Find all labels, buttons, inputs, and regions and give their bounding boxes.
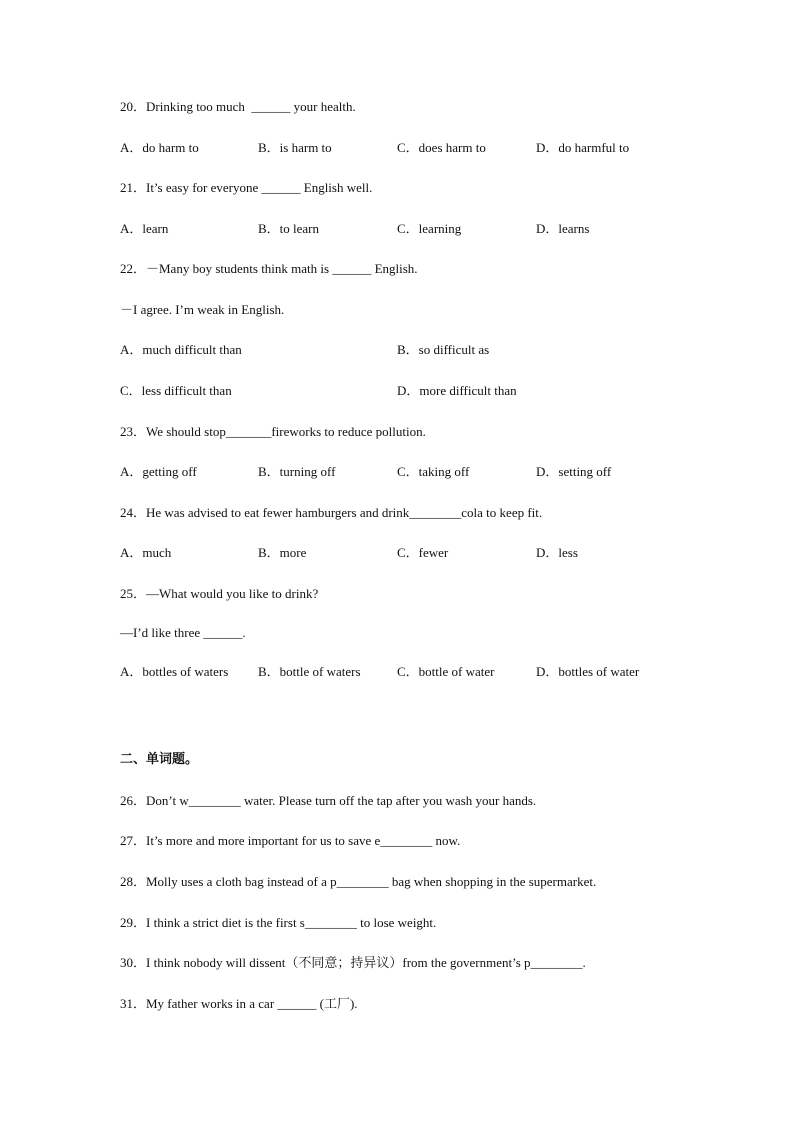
question-24-option-b: B．more xyxy=(258,545,307,560)
word-question-27: 27．It’s more and more important for us to save e________ now. xyxy=(120,833,461,848)
question-21-option-b: B．to learn xyxy=(258,221,320,236)
question-23-stem: 23．We should stop_______fireworks to reduce pollution. xyxy=(120,424,426,439)
question-25-reply: —I’d like three ______. xyxy=(120,625,246,640)
question-21-stem: 21．It’s easy for everyone ______ English well. xyxy=(120,180,373,195)
question-24-option-c: C．fewer xyxy=(397,545,449,560)
question-21-option-d: D．learns xyxy=(536,221,590,236)
question-22-option-d: D．more difficult than xyxy=(397,383,517,398)
question-20-option-d: D．do harmful to xyxy=(536,140,630,155)
question-20-option-a: A．do harm to xyxy=(120,140,199,155)
word-question-26: 26．Don’t w________ water. Please turn off the tap after you wash your hands. xyxy=(120,793,537,808)
word-question-28: 28．Molly uses a cloth bag instead of a p________ bag when shopping in the supermarket. xyxy=(120,874,597,889)
question-23-option-a: A．getting off xyxy=(120,464,197,479)
question-23-option-b: B．turning off xyxy=(258,464,336,479)
question-25-option-a: A．bottles of waters xyxy=(120,664,229,679)
question-25-option-c: C．bottle of water xyxy=(397,664,495,679)
question-22-option-c: C．less difficult than xyxy=(120,383,232,398)
question-25-option-b: B．bottle of waters xyxy=(258,664,361,679)
question-22-option-a: A．much difficult than xyxy=(120,342,242,357)
question-23-option-c: C．taking off xyxy=(397,464,470,479)
question-23-option-d: D．setting off xyxy=(536,464,612,479)
question-25-option-d: D．bottles of water xyxy=(536,664,640,679)
question-25-stem: 25．—What would you like to drink? xyxy=(120,586,319,601)
question-24-option-d: D．less xyxy=(536,545,578,560)
question-22-stem: 22．－Many boy students think math is ______ English. xyxy=(120,261,418,276)
question-22-reply: －I agree. I’m weak in English. xyxy=(120,302,285,317)
question-21-option-a: A．learn xyxy=(120,221,169,236)
question-21-option-c: C．learning xyxy=(397,221,462,236)
question-20-stem: 20．Drinking too much ______ your health. xyxy=(120,99,356,114)
question-22-option-b: B．so difficult as xyxy=(397,342,490,357)
question-24-stem: 24．He was advised to eat fewer hamburgers and drink________cola to keep fit. xyxy=(120,505,543,520)
question-24-option-a: A．much xyxy=(120,545,172,560)
question-20-option-c: C．does harm to xyxy=(397,140,486,155)
word-question-31: 31．My father works in a car ______ (工厂). xyxy=(120,996,358,1011)
question-20-option-b: B．is harm to xyxy=(258,140,332,155)
word-question-30: 30．I think nobody will dissent（不同意；持异议）from the government’s p________. xyxy=(120,955,586,970)
word-question-29: 29．I think a strict diet is the first s________ to lose weight. xyxy=(120,915,437,930)
section-two-heading: 二、单词题。 xyxy=(120,752,199,767)
